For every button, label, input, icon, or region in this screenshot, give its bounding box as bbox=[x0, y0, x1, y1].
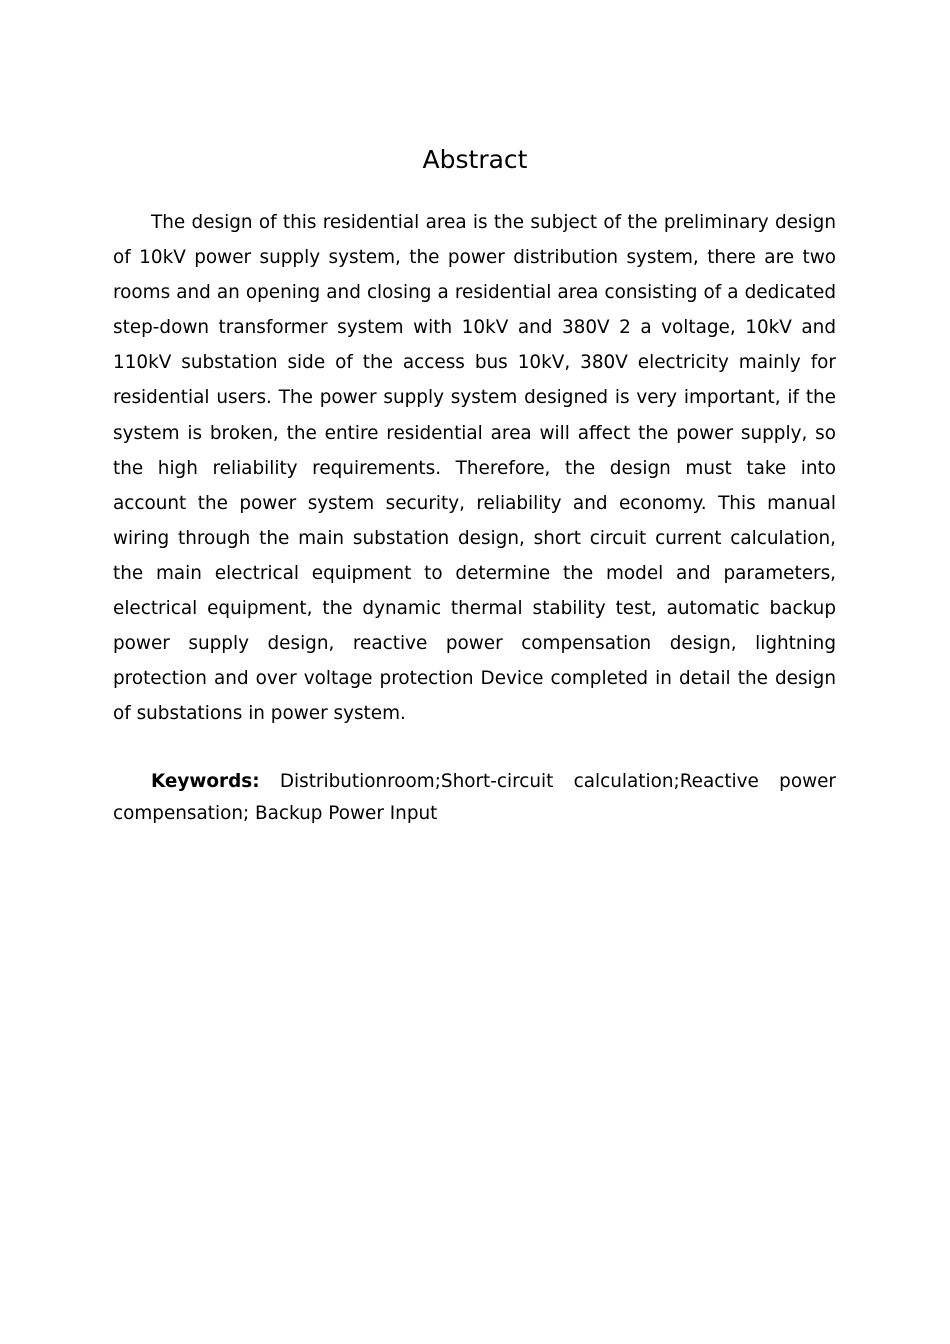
keywords-paragraph bbox=[113, 766, 836, 830]
page-title: Abstract bbox=[422, 145, 528, 174]
keywords-label: Keywords: bbox=[151, 771, 260, 792]
abstract-paragraph: The design of this residential area is the subject of the preliminary design of 10kV power supply system, the power distribution system, there are two rooms and an opening and closing a residential area consisting of a dedicated step-down transformer system with 10kV and 380V 2 a voltage, 10kV and 110kV substation side of the access bus 10kV, 380V electricity mainly for residential users. The power supply system designed is very important, if the system is broken, the entire residential area will affect the power supply, so the high reliability requirements. Therefore, the design must take into account the power system security, reliability and economy. This manual wiring through the main substation design, short circuit current calculation, the main electrical equipment to determine the model and parameters, electrical equipment, the dynamic thermal stability test, automatic backup power supply design, reactive power compensation design, lightning protection and over voltage protection Device completed in detail the design of substations in power system. bbox=[113, 212, 836, 725]
keywords-list: Distributionroom;Short-circuit calculation;Reactive power compensation; Backup Power Input bbox=[113, 771, 836, 824]
